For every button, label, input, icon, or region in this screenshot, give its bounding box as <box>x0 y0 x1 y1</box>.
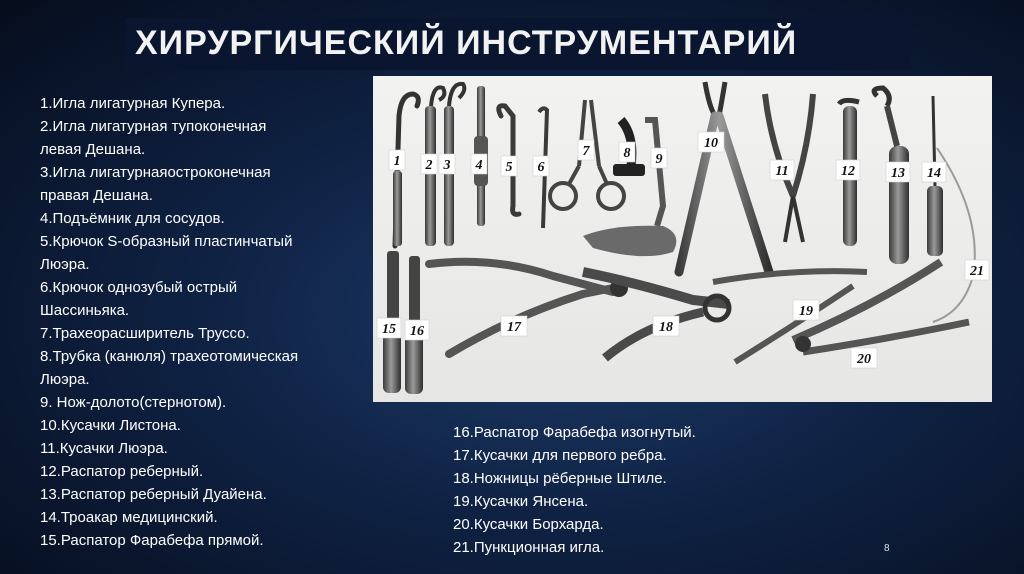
label-14 <box>922 162 946 182</box>
svg-text:10: 10 <box>704 136 718 151</box>
list-item: 9. Нож-долото(стернотом). <box>40 394 227 411</box>
label-13 <box>886 162 910 182</box>
svg-text:3: 3 <box>443 158 451 173</box>
svg-text:13: 13 <box>891 166 905 181</box>
svg-text:16: 16 <box>410 324 424 339</box>
svg-text:6: 6 <box>537 160 545 175</box>
label-11 <box>770 160 794 180</box>
label-20 <box>851 348 877 368</box>
list-item: 4.Подъёмник для сосудов. <box>40 210 225 227</box>
list-item: 13.Распатор реберный Дуайена. <box>40 486 267 503</box>
page-number: 8 <box>884 543 890 554</box>
list-item: 18.Ножницы рёберные Штиле. <box>453 470 667 487</box>
title-bar <box>125 18 911 70</box>
svg-text:8: 8 <box>623 146 631 161</box>
label-9 <box>651 148 667 168</box>
instrument-10 <box>679 82 769 272</box>
list-item: 21.Пункционная игла. <box>453 539 605 556</box>
list-item: 12.Распатор реберный. <box>40 463 204 480</box>
list-item: 6.Крючок однозубый острый <box>40 279 238 296</box>
svg-text:14: 14 <box>927 166 941 181</box>
list-item: левая Дешана. <box>40 141 146 158</box>
label-4 <box>471 154 487 174</box>
label-10 <box>698 132 724 152</box>
list-item: 3.Игла лигатурнаяостроконечная <box>40 164 271 181</box>
svg-text:5: 5 <box>505 160 513 175</box>
svg-text:2: 2 <box>425 158 433 173</box>
svg-text:17: 17 <box>507 320 521 335</box>
instruments-photo <box>373 76 992 402</box>
label-1 <box>389 150 405 170</box>
list-item: 1.Игла лигатурная Купера. <box>40 95 226 112</box>
svg-text:15: 15 <box>382 322 396 337</box>
label-15 <box>377 318 401 338</box>
list-item: правая Дешана. <box>40 187 153 204</box>
label-8 <box>619 142 635 162</box>
label-18 <box>653 316 679 336</box>
svg-text:11: 11 <box>775 164 789 179</box>
list-item: 2.Игла лигатурная тупоконечная <box>40 118 267 135</box>
svg-text:18: 18 <box>659 320 673 335</box>
svg-text:9: 9 <box>655 152 663 167</box>
instrument-list-left <box>40 92 370 552</box>
label-7 <box>578 140 594 160</box>
label-21 <box>965 260 989 280</box>
label-16 <box>405 320 429 340</box>
svg-text:7: 7 <box>582 144 590 159</box>
label-17 <box>501 316 527 336</box>
svg-text:20: 20 <box>857 352 871 367</box>
list-item: 11.Кусачки Люэра. <box>40 440 168 457</box>
list-item: 20.Кусачки Борхарда. <box>453 516 604 533</box>
list-item: 19.Кусачки Янсена. <box>453 493 589 510</box>
list-item: 14.Троакар медицинский. <box>40 509 218 526</box>
list-item: 8.Трубка (канюля) трахеотомическая <box>40 348 299 365</box>
list-item: 17.Кусачки для первого ребра. <box>453 447 667 464</box>
svg-text:19: 19 <box>799 304 813 319</box>
label-2 <box>421 154 437 174</box>
list-item: 16.Распатор Фарабефа изогнутый. <box>453 424 696 441</box>
label-6 <box>533 156 549 176</box>
list-item: 10.Кусачки Листона. <box>40 417 181 434</box>
svg-text:1: 1 <box>393 154 401 169</box>
label-19 <box>793 300 819 320</box>
instrument-list-right <box>453 421 873 559</box>
label-12 <box>836 160 860 180</box>
list-item: 5.Крючок S-образный пластинчатый <box>40 233 293 250</box>
list-item: Шассиньяка. <box>40 302 130 319</box>
label-5 <box>501 156 517 176</box>
instrument-18 <box>583 272 729 358</box>
page-title: ХИРУРГИЧЕСКИЙ ИНСТРУМЕНТАРИЙ <box>135 24 798 62</box>
list-item: 15.Распатор Фарабефа прямой. <box>40 532 264 549</box>
label-3 <box>439 154 455 174</box>
svg-text:4: 4 <box>475 158 483 173</box>
list-item: 7.Трахеорасширитель Труссо. <box>40 325 250 342</box>
list-item: Люэра. <box>40 256 90 273</box>
svg-text:12: 12 <box>841 164 855 179</box>
svg-text:21: 21 <box>970 264 984 279</box>
list-item: Люэра. <box>40 371 90 388</box>
